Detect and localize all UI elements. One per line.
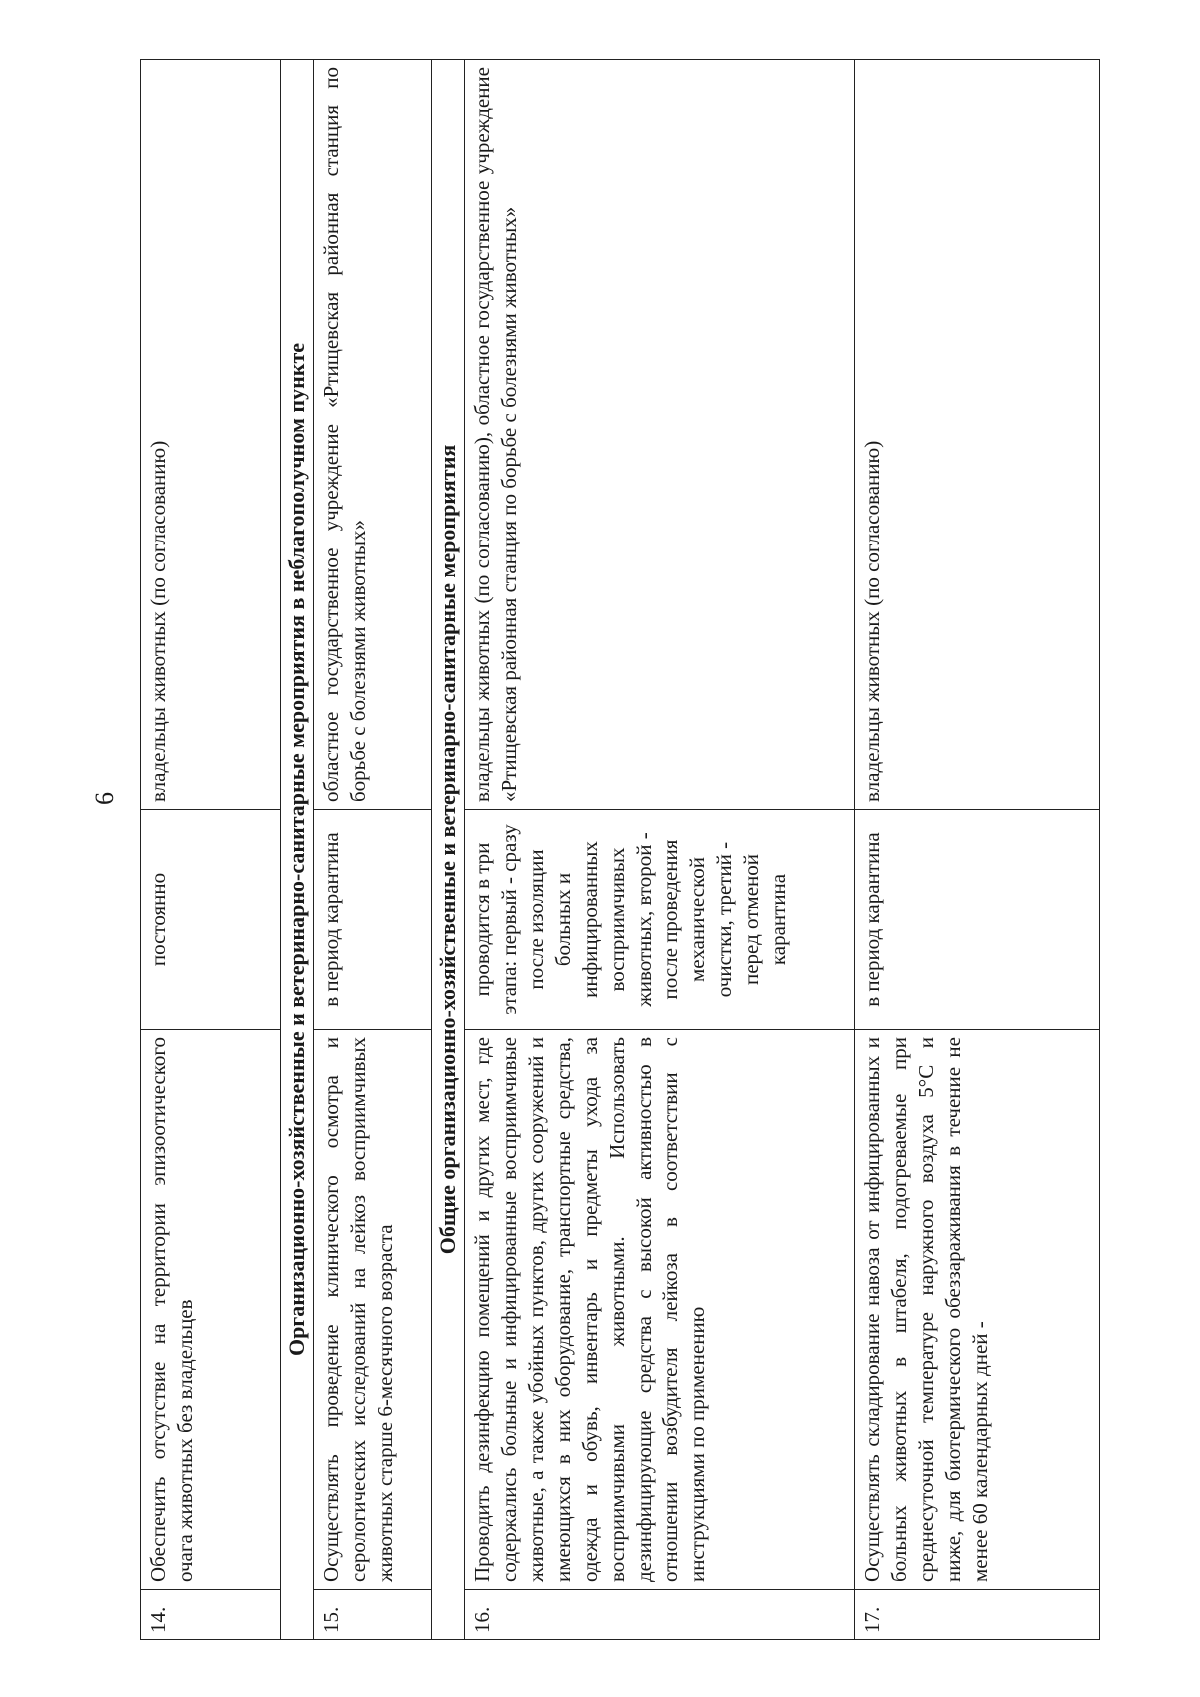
row-number: 14. [141, 1590, 281, 1640]
table-row [314, 60, 432, 1640]
section-row [281, 60, 314, 1640]
section-title: Общие организационно-хозяйственные и ветеринарно-санитарные мероприятия [432, 60, 465, 1640]
page-number: 6 [90, 792, 119, 805]
section-title: Организационно-хозяйственные и ветеринарно-санитарные мероприятия в неблагополучном пункте [281, 60, 314, 1640]
timing-text: в период карантина [314, 810, 432, 1030]
row-number: 17. [855, 1590, 1100, 1640]
timing-text: постоянно [141, 810, 281, 1030]
table-row [141, 60, 281, 1640]
timing-text: в период карантина [855, 810, 1100, 1030]
timing-text: проводится в три этапа: первый - сразу после изоляции больных и инфицированных восприимчивых животных, второй - после проведения механической очистки, третий - перед отменой карантина [465, 810, 855, 1030]
row-number: 16. [465, 1590, 855, 1640]
measure-text: Обеспечить отсутствие на территории эпизоотического очага животных без владельцев [141, 1030, 281, 1590]
measures-table [140, 59, 1100, 1640]
row-number: 15. [314, 1590, 432, 1640]
responsible-text: владельцы животных (по согласованию) [855, 60, 1100, 810]
responsible-text: областное государственное учреждение «Ртищевская районная станция по борьбе с болезнями животных» [314, 60, 432, 810]
responsible-text: владельцы животных (по согласованию) [141, 60, 281, 810]
rotated-page-content [140, 60, 1100, 1640]
table-row [855, 60, 1100, 1640]
measure-text: Проводить дезинфекцию помещений и других мест, где содержались больные и инфицированные восприимчивые животные, а также убойных пунктов, других сооружений и имеющихся в них оборудование, транспортные средства, одежда и обувь, инвентарь и предметы ухода за восприимчивыми животными. Использовать дезинфицирующие средства с высокой активностью в отношении возбудителя лейкоза в соответствии с инструкциями по применению [465, 1030, 855, 1590]
measure-text: Осуществлять проведение клинического осмотра и серологических исследований на лейкоз восприимчивых животных старше 6-месячного возраста [314, 1030, 432, 1590]
section-row [432, 60, 465, 1640]
measure-text: Осуществлять складирование навоза от инфицированных и больных животных в штабеля, подогреваемые при среднесуточной температуре наружного воздуха 5°С и ниже, для биотермического обеззараживания в течение не менее 60 календарных дней - [855, 1030, 1100, 1590]
responsible-text: владельцы животных (по согласованию), областное государственное учреждение «Ртищевская районная станция по борьбе с болезнями животных» [465, 60, 855, 810]
table-row [465, 60, 855, 1640]
